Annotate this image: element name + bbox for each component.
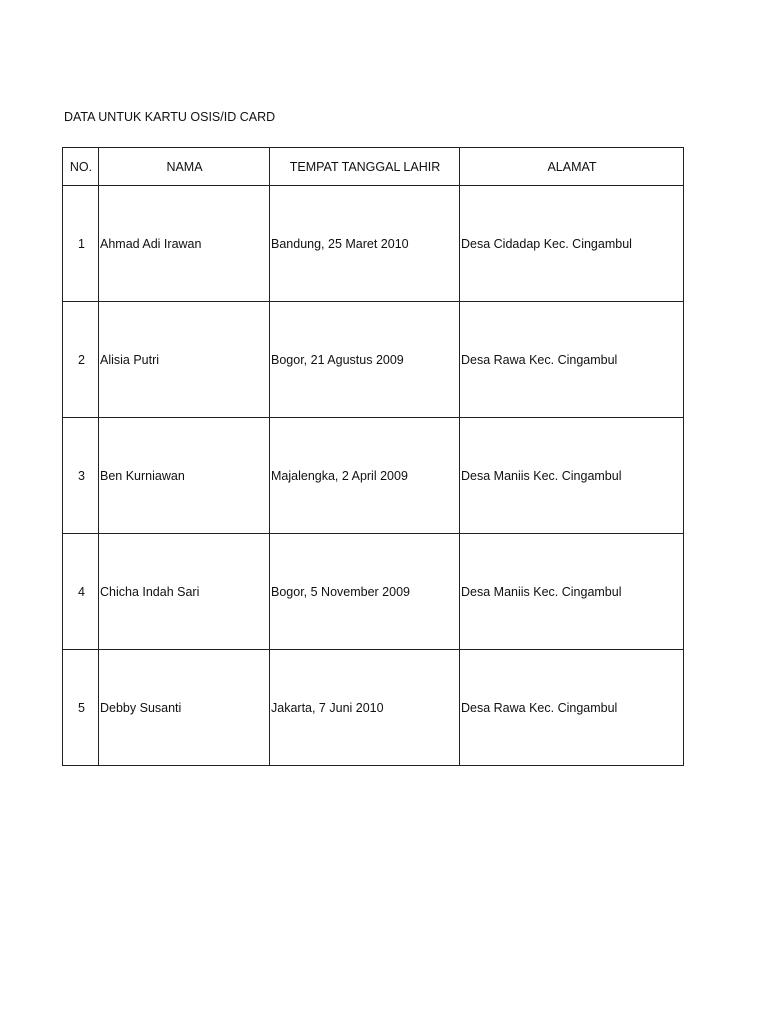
table-row xyxy=(63,418,684,534)
cell-no: 2 xyxy=(63,302,99,418)
header-nama: NAMA xyxy=(99,148,270,186)
cell-nama: Alisia Putri xyxy=(99,302,270,418)
cell-no: 5 xyxy=(63,650,99,766)
cell-alamat: Desa Rawa Kec. Cingambul xyxy=(460,302,684,418)
cell-nama: Ahmad Adi Irawan xyxy=(99,186,270,302)
cell-alamat: Desa Maniis Kec. Cingambul xyxy=(460,418,684,534)
table-row xyxy=(63,650,684,766)
table-row xyxy=(63,186,684,302)
cell-tempat-tanggal-lahir: Bogor, 21 Agustus 2009 xyxy=(270,302,460,418)
header-tempat-tanggal-lahir: TEMPAT TANGGAL LAHIR xyxy=(270,148,460,186)
header-alamat: ALAMAT xyxy=(460,148,684,186)
cell-nama: Ben Kurniawan xyxy=(99,418,270,534)
cell-no: 1 xyxy=(63,186,99,302)
cell-tempat-tanggal-lahir: Bandung, 25 Maret 2010 xyxy=(270,186,460,302)
cell-tempat-tanggal-lahir: Jakarta, 7 Juni 2010 xyxy=(270,650,460,766)
cell-alamat: Desa Rawa Kec. Cingambul xyxy=(460,650,684,766)
cell-tempat-tanggal-lahir: Bogor, 5 November 2009 xyxy=(270,534,460,650)
cell-tempat-tanggal-lahir: Majalengka, 2 April 2009 xyxy=(270,418,460,534)
cell-alamat: Desa Maniis Kec. Cingambul xyxy=(460,534,684,650)
cell-alamat: Desa Cidadap Kec. Cingambul xyxy=(460,186,684,302)
table-header-row xyxy=(63,148,684,186)
student-data-table xyxy=(62,147,684,766)
cell-nama: Debby Susanti xyxy=(99,650,270,766)
cell-no: 3 xyxy=(63,418,99,534)
table-row xyxy=(63,534,684,650)
table-row xyxy=(63,302,684,418)
cell-no: 4 xyxy=(63,534,99,650)
header-no: NO. xyxy=(63,148,99,186)
page-title: DATA UNTUK KARTU OSIS/ID CARD xyxy=(64,110,276,124)
cell-nama: Chicha Indah Sari xyxy=(99,534,270,650)
